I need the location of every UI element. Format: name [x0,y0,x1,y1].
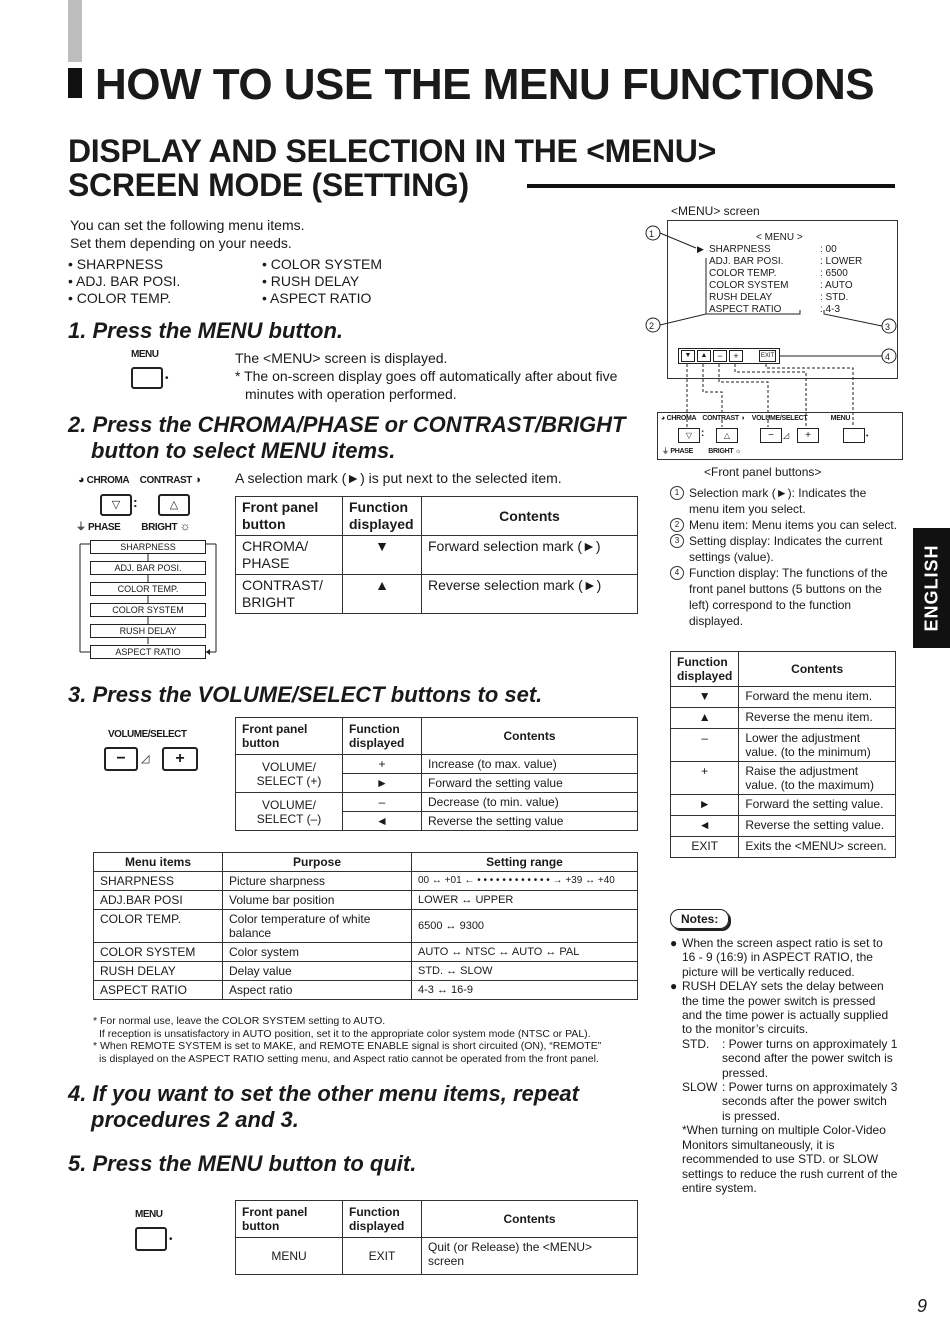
callout-number: 1 [670,486,684,500]
contrast-icon: ◑ [740,415,745,422]
table-row [671,687,896,708]
table-cell: Exits the <MENU> screen. [739,837,896,858]
table-cell: Lower the adjustment value. (to the minimum) [739,729,896,762]
table-header: Menu items [94,853,223,872]
legend-text: Setting display: Indicates the current settings (value). [689,534,883,564]
table-cell: Reverse the setting value. [739,816,896,837]
selection-mark-icon: ▶ [697,244,704,254]
table-cell: RUSH DELAY [94,962,223,981]
contrast-icon: ◑ [194,474,201,486]
step3-title: 3. Press the VOLUME/SELECT buttons to set. [68,682,543,707]
step2-panel-bottom-labels [76,518,216,533]
menu-screen-item: COLOR TEMP. [709,268,777,279]
table-cell: Raise the adjustment value. (to the maximum) [739,762,896,795]
table-header: Contents [739,652,896,687]
table-header: Contents [422,1201,638,1238]
callout-number: 4 [670,566,684,580]
menu-screen-item: ASPECT RATIO [709,304,782,315]
table-cell: ► [671,795,739,816]
callout-number: 4 [885,352,891,362]
triangle-up-icon: △ [723,431,731,440]
top-gray-bar [68,0,82,62]
step1-text-3: minutes with operation performed. [245,386,457,402]
note-item [670,936,898,979]
table-header: Front panel button [236,1201,343,1238]
footnote: is displayed on the ASPECT RATIO setting menu, and Aspect ratio cannot be operated from the front panel. [99,1052,599,1065]
function-table [670,651,896,858]
table-cell: Increase (to max. value) [422,755,638,774]
callout-legend [670,485,898,629]
legend-text: Selection mark (►): Indicates the menu item you select. [689,486,867,516]
table-cell: + [343,755,422,774]
note-text: When the screen aspect ratio is set to 16 - 9 (16:9) in ASPECT RATIO, the picture will be vertically reduced. [682,936,883,979]
step2-panel-top-labels [78,474,218,488]
menu-screen-value: : STD. [820,292,849,303]
table-cell: SHARPNESS [94,872,223,891]
table-cell: Color temperature of white balance [223,910,412,943]
button-dot: • [165,373,169,384]
table-cell: – [343,793,422,812]
step3-table [235,717,638,831]
table-cell: CHROMA/ PHASE [236,536,343,575]
step2-note: A selection mark (►) is put next to the selected item. [235,470,562,486]
table-row [94,872,638,891]
table-header: Function displayed [343,497,422,536]
table-cell: VOLUME/ SELECT (+) [236,755,343,793]
note-text: *When turning on multiple Color-Video Monitors simultaneously, it is recommended to use STD. or SLOW settings to reduce the rush current of the entire system. [682,1123,898,1195]
step5-menu-button [135,1227,167,1251]
step1-title: 1. Press the MENU button. [68,318,344,343]
step1-menu-label: MENU [131,349,159,360]
table-cell: EXIT [671,837,739,858]
table-row [236,1238,638,1275]
callout-number: 3 [885,322,891,332]
flow-item: ASPECT RATIO [90,645,206,659]
front-panel-top-labels [661,415,897,422]
table-header: Front panel button [236,497,343,536]
side-tab-label: ENGLISH [921,544,941,632]
table-cell: Delay value [223,962,412,981]
chroma-icon: ◕ [78,474,85,486]
fp-chroma-label: CHROMA [666,415,697,422]
bullet-icon: ● [670,979,678,994]
fp-minus-button [760,428,782,443]
table-cell: Forward the setting value [422,774,638,793]
language-side-tab [913,528,950,648]
table-cell: ◄ [671,816,739,837]
table-header: Purpose [223,853,412,872]
triangle-down-icon: ▽ [685,431,693,440]
table-cell: Reverse selection mark (►) [422,575,638,614]
bullet-list-left [68,256,180,307]
legend-text: Menu item: Menu items you can select. [689,518,898,532]
note-sub-item [670,1080,898,1123]
legend-item [670,565,898,629]
callout-number: 3 [670,534,684,548]
step2-table [235,496,638,614]
table-header-row [236,718,638,755]
triangle-up-icon: △ [169,499,179,511]
menu-screen-value: : 00 [820,244,837,255]
table-row [236,793,638,812]
footnote: * For normal use, leave the COLOR SYSTEM setting to AUTO. [93,1015,386,1027]
table-row [236,575,638,614]
table-header-row [236,1201,638,1238]
table-cell: 4-3 ↔ 16-9 [412,981,638,1000]
step1-menu-button [131,367,163,389]
volume-minus-button [104,747,138,771]
fn-down-icon: ▼ [681,350,695,362]
table-cell: ASPECT RATIO [94,981,223,1000]
note-text: RUSH DELAY sets the delay between the time the power switch is pressed and the time power is actually supplied to the monitor’s circuits. [682,979,889,1037]
table-cell: Color system [223,943,412,962]
front-panel-caption: <Front panel buttons> [704,465,822,479]
table-cell: STD. ↔ SLOW [412,962,638,981]
minus-icon: − [116,750,126,767]
note-sub-item [670,1037,898,1080]
fn-minus-icon: − [713,350,727,362]
legend-item [670,517,898,533]
fp-chroma-button [678,428,700,443]
flow-item: RUSH DELAY [90,624,206,638]
step2-title-1: 2. Press the CHROMA/PHASE or CONTRAST/BRIGHT [68,412,626,437]
fp-plus-button [797,428,819,443]
table-cell: ▼ [343,536,422,575]
bullet-list-right [262,256,382,307]
minus-icon: − [768,430,774,441]
bullet-icon: ● [670,936,678,950]
volume-select-label: VOLUME/SELECT [108,729,187,740]
table-header: Contents [422,718,638,755]
table-row [671,708,896,729]
flow-item: COLOR TEMP. [90,582,206,596]
table-cell: ► [343,774,422,793]
note-item [670,979,898,1037]
flow-item: COLOR SYSTEM [90,603,206,617]
volume-ramp-icon: ◿ [783,431,790,440]
table-cell: – [671,729,739,762]
bullet-item: • RUSH DELAY [262,273,360,289]
flow-item: ADJ. BAR POSI. [90,561,206,575]
table-row [94,910,638,943]
sub-title-line-2: SCREEN MODE (SETTING) [68,167,469,203]
chroma-label: CHROMA [86,475,129,486]
table-header: Function displayed [343,1201,422,1238]
menu-screen-item: ADJ. BAR POSI. [709,256,784,267]
step4-title-1: 4. If you want to set the other menu items, repeat [68,1081,579,1106]
note-text: : Power turns on approximately 3 seconds after the power switch is pressed. [722,1080,898,1123]
table-header: Front panel button [236,718,343,755]
volume-ramp-icon: ◿ [141,753,150,765]
step2-title-2: button to select MENU items. [91,438,396,463]
menu-screen-item: COLOR SYSTEM [709,280,789,291]
table-cell: Forward the menu item. [739,687,896,708]
table-cell: COLOR SYSTEM [94,943,223,962]
table-row [236,536,638,575]
menu-screen-value: : LOWER [820,256,863,267]
menu-screen-item: RUSH DELAY [709,292,773,303]
table-row [671,837,896,858]
notes-label: Notes: [670,909,729,929]
contrast-label: CONTRAST [139,475,193,486]
bright-label: BRIGHT [141,522,178,533]
note-sub-label: SLOW [682,1080,718,1095]
intro-line-1: You can set the following menu items. [70,217,305,233]
chroma-icon: ◕ [661,415,665,422]
button-dot: • [169,1234,173,1245]
step5-menu-label: MENU [135,1209,163,1220]
sub-title-rule [527,184,895,188]
fn-plus-icon: + [729,350,743,362]
table-cell: AUTO ↔ NTSC ↔ AUTO ↔ PAL [412,943,638,962]
bullet-item: • COLOR TEMP. [68,290,172,306]
table-row [236,755,638,774]
title-marker [68,68,82,98]
table-cell: ▲ [671,708,739,729]
fp-bright-label: BRIGHT [708,448,734,455]
table-row [671,762,896,795]
fn-up-icon: ▲ [697,350,711,362]
table-row [94,962,638,981]
fp-contrast-label: CONTRAST [702,415,739,422]
table-cell: COLOR TEMP. [94,910,223,943]
note-sub-label: STD. [682,1036,710,1051]
menu-items-table [93,852,638,1000]
table-row [671,729,896,762]
triangle-down-icon: ▽ [111,499,121,511]
table-cell: CONTRAST/ BRIGHT [236,575,343,614]
menu-screen-header: < MENU > [756,232,803,243]
table-cell: ▲ [343,575,422,614]
table-header-row [671,652,896,687]
bullet-item: • SHARPNESS [68,256,164,272]
table-cell: ◄ [343,812,422,831]
callout-number: 1 [649,229,655,239]
legend-item [670,533,898,565]
table-cell: Forward the setting value. [739,795,896,816]
sun-icon: ☼ [734,448,742,455]
note-text: : Power turns on approximately 1 second after the power switch is pressed. [722,1036,898,1080]
button-dot: • [866,433,869,440]
menu-screen-value: : 4-3 [820,304,841,315]
fp-phase-label: PHASE [670,448,693,455]
table-cell: 6500 ↔ 9300 [412,910,638,943]
table-row [94,981,638,1000]
table-cell: Picture sharpness [223,872,412,891]
fn-exit-box [759,350,776,362]
table-cell: Forward selection mark (►) [422,536,638,575]
intro-line-2: Set them depending on your needs. [70,235,292,251]
notes-body [670,936,898,1195]
callout-number: 2 [649,321,655,331]
bullet-item: • COLOR SYSTEM [262,256,383,272]
legend-text: Function display: The functions of the front panel buttons (5 buttons on the left) correspond to the function displayed. [689,566,888,628]
footnote: * When REMOTE SYSTEM is set to MAKE, and REMOTE ENABLE signal is short circuited (ON), “REMOTE” [93,1040,602,1052]
contrast-bright-button [158,494,190,516]
fn-exit-label: EXIT [760,353,775,359]
step1-text-2: * The on-screen display goes off automatically after about five [235,368,618,384]
main-title: HOW TO USE THE MENU FUNCTIONS [95,60,875,109]
table-cell: EXIT [343,1238,422,1275]
table-cell: ADJ.BAR POSI [94,891,223,910]
menu-cycle-diagram [76,538,221,660]
fp-menu-label: MENU [830,415,851,422]
phase-icon: ⏚ [76,522,86,533]
fp-contrast-button [716,428,738,443]
sun-icon: ☼ [179,519,191,533]
bullet-item: • ASPECT RATIO [262,290,372,306]
table-header-row [236,497,638,536]
button-colon: : [701,428,705,439]
volume-plus-button [162,747,198,771]
table-cell: ▼ [671,687,739,708]
table-cell: + [671,762,739,795]
table-cell: Quit (or Release) the <MENU> screen [422,1238,638,1275]
step1-text-1: The <MENU> screen is displayed. [235,350,448,366]
menu-screen-item: SHARPNESS [709,244,771,255]
table-cell: Decrease (to min. value) [422,793,638,812]
table-header: Function displayed [671,652,739,687]
step5-title: 5. Press the MENU button to quit. [68,1151,417,1176]
table-row [671,795,896,816]
table-cell: Reverse the menu item. [739,708,896,729]
screen-caption: <MENU> screen [671,204,760,218]
button-colon: : [133,494,138,510]
page-number: 9 [917,1296,928,1316]
table-cell: MENU [236,1238,343,1275]
phase-icon: ⏚ [662,448,669,455]
table-cell: Volume bar position [223,891,412,910]
chroma-phase-button [100,494,132,516]
table-row [94,891,638,910]
menu-screen-value: : AUTO [820,280,853,291]
sub-title-line-1: DISPLAY AND SELECTION IN THE <MENU> [68,133,716,169]
phase-label: PHASE [88,522,121,533]
step4-title-2: procedures 2 and 3. [91,1107,299,1132]
step5-table [235,1200,638,1275]
plus-icon: + [175,750,185,767]
fp-volume-label: VOLUME/SELECT [751,415,808,422]
table-cell: 00 ↔ +01 ← • • • • • • • • • • • • → +39 ↔ +40 [412,872,638,891]
menu-screen-value: : 6500 [820,268,848,279]
table-cell: Aspect ratio [223,981,412,1000]
table-cell: VOLUME/ SELECT (–) [236,793,343,831]
table-header-row [94,853,638,872]
bullet-item: • ADJ. BAR POSI. [68,273,181,289]
legend-item [670,485,898,517]
callout-number: 2 [670,518,684,532]
front-panel-bottom-labels [662,446,741,456]
footnote: If reception is unsatisfactory in AUTO position, set it to the appropriate color system mode (NTSC or PAL). [99,1027,591,1040]
footnotes [93,1015,653,1065]
table-cell: Reverse the setting value [422,812,638,831]
table-row [94,943,638,962]
table-cell: LOWER ↔ UPPER [412,891,638,910]
flow-item: SHARPNESS [90,540,206,554]
table-header: Contents [422,497,638,536]
plus-icon: + [805,430,811,441]
table-header: Setting range [412,853,638,872]
table-row [671,816,896,837]
table-header: Function displayed [343,718,422,755]
fp-menu-button [843,428,865,443]
